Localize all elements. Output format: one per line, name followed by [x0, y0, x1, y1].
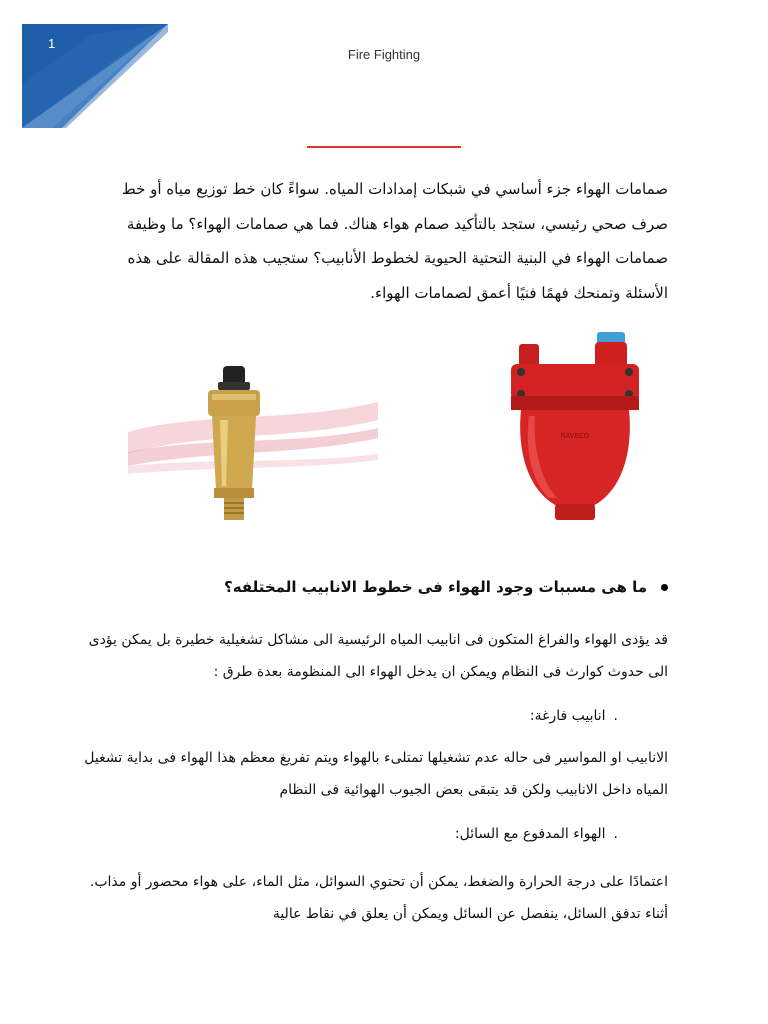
- red-air-release-valve-image: [505, 330, 645, 526]
- header-corner-graphic: [22, 24, 168, 128]
- brass-air-vent-image: [128, 362, 378, 530]
- valve-brand-label: RAVECO: [560, 432, 590, 440]
- intro-paragraph: صمامات الهواء جزء أساسي في شبكات إمدادات المياه. سواءً كان خط توزيع مياه أو خط صرف صحي رئيسي، ستجد بالتأكيد صمام هواء هناك. فما هي صمامات الهواء؟ ما وظيفة صمامات الهواء في البنية التحتية الحيوية لخطوط الأنابيب؟ ستجيب هذه المقالة على هذه الأسئلة وتمنحك فهمًا فنيًا أعمق لصمامات الهواء.: [121, 180, 668, 302]
- list-item-empty-pipes-text: الانابيب او المواسير فى حاله عدم تشغيلها تمتلىء بالهواء ويتم تفريغ معظم هذا الهواء فى بداية تشغيل المياه داخل الانابيب ولكن قد يتبقى بعض الجيوب الهوائية فى النظام: [84, 750, 668, 798]
- list-item-entrained-air: .الهواء المدفوع مع السائل:: [454, 826, 618, 842]
- section-paragraph-1: قد يؤدى الهواء والفراغ المتكون فى انابيب المياه الرئيسية الى مشاكل تشغيلية خطيرة بل يمكن يؤدى الى حدوث كوارث فى النظام ويمكن ان يدخل الهواء الى المنظومة بعدة طرق :: [88, 632, 668, 680]
- title-divider: [307, 146, 461, 148]
- section-heading: ما هى مسببات وجود الهواء فى خطوط الانابيب المختلفه؟: [68, 578, 668, 596]
- list-marker-icon: .: [613, 708, 618, 724]
- list-marker-icon: .: [613, 826, 618, 842]
- list-item-empty-pipes: .انابيب فارغة:: [529, 708, 618, 724]
- bullet-icon: [661, 584, 668, 591]
- list-item-entrained-air-text: اعتمادًا على درجة الحرارة والضغط، يمكن أن تحتوي السوائل، مثل الماء، على هواء محصور أو مذاب. أثناء تدفق السائل، ينفصل عن السائل ويمكن أن يعلق في نقاط عالية: [89, 874, 668, 922]
- page-header-title: Fire Fighting: [347, 47, 421, 62]
- page-number: 1: [48, 36, 56, 51]
